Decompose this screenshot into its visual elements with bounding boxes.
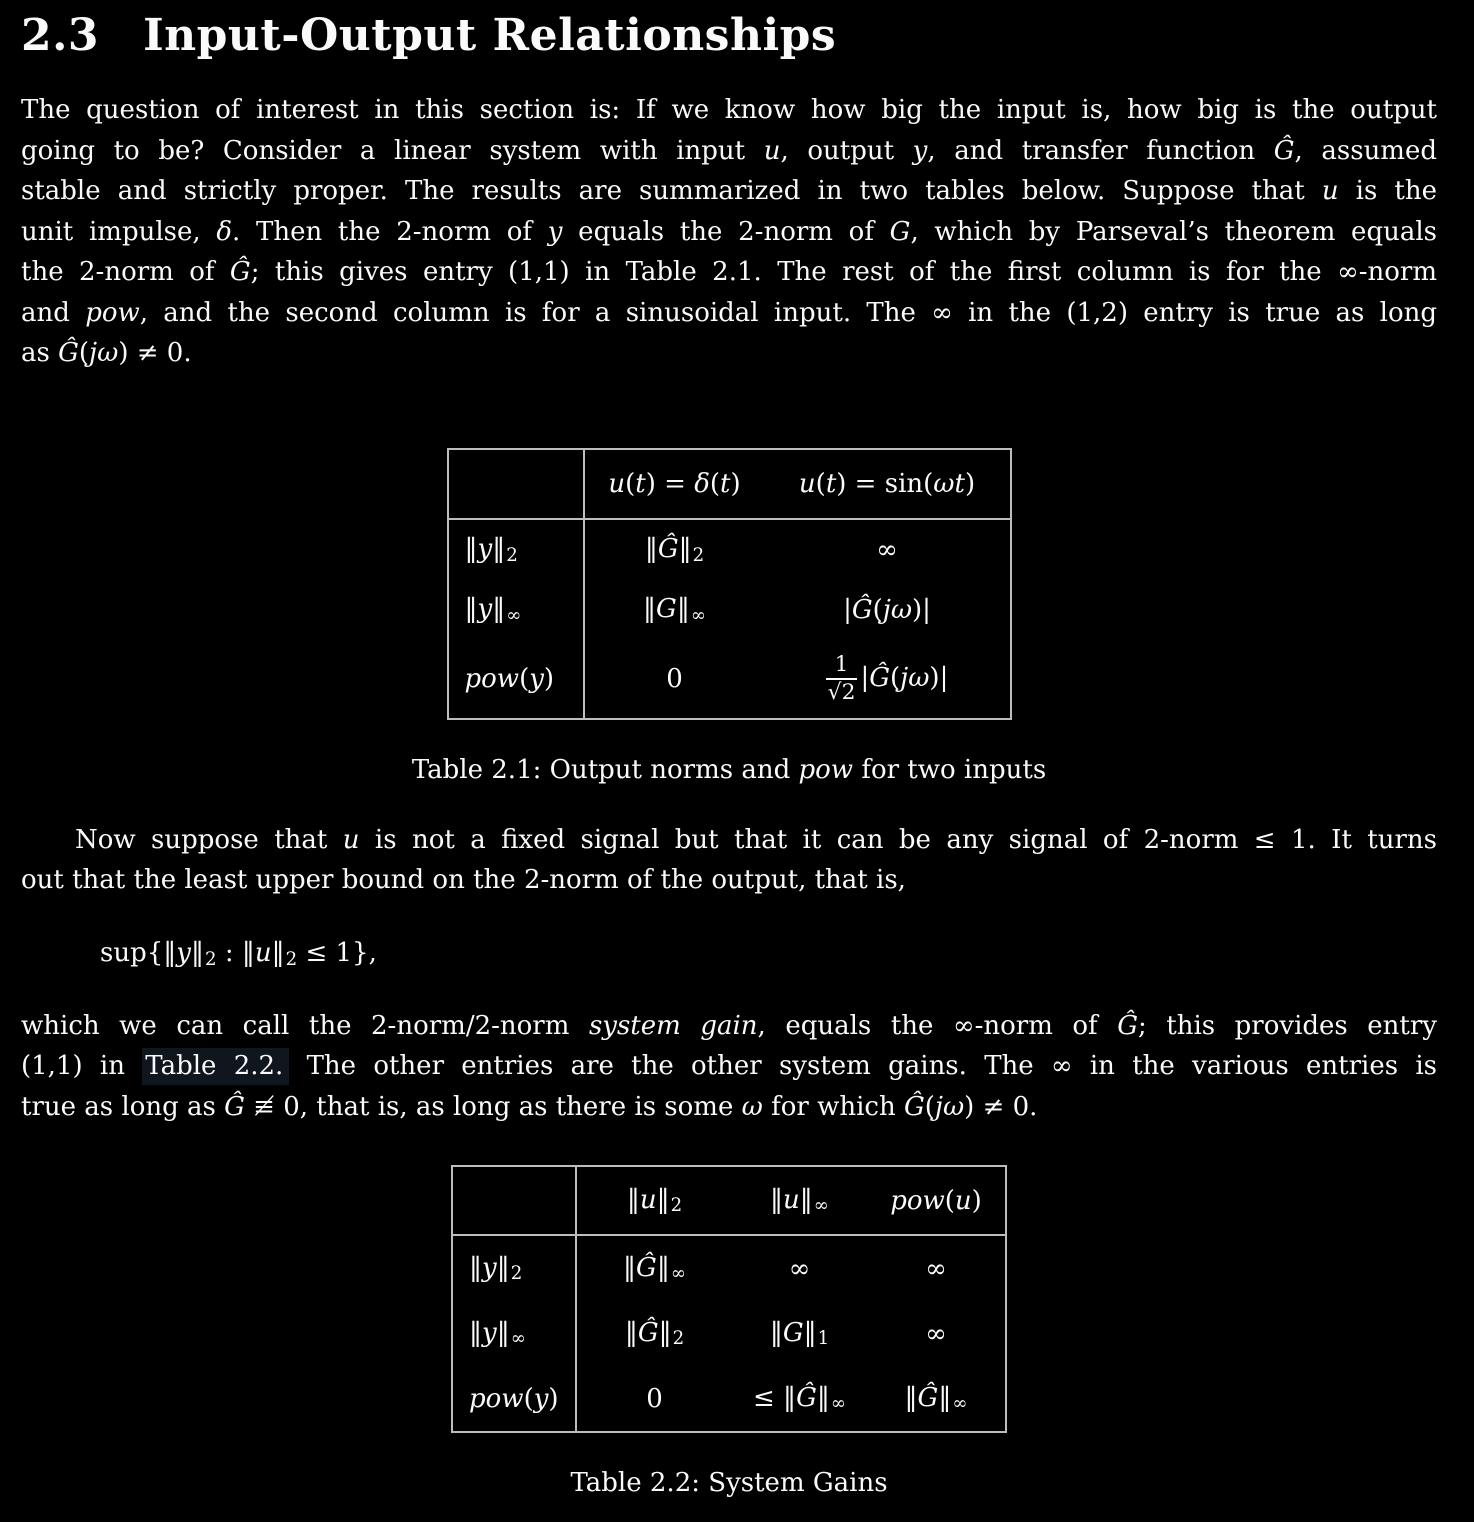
text-run: u <box>798 468 816 499</box>
text-run: sup{‖ <box>100 937 177 968</box>
text-run: ∞ <box>830 1393 846 1415</box>
text-run: pow <box>464 663 520 694</box>
text-run: y <box>482 1317 497 1348</box>
text-run: ‖ <box>656 1184 670 1215</box>
text-run: Ĝ <box>637 1317 659 1348</box>
table-cell <box>585 580 765 640</box>
text-run: ‖ <box>496 1317 510 1348</box>
text-run: ( <box>625 468 636 499</box>
text-run: ( <box>709 468 721 499</box>
table-2-2-link[interactable]: Table 2.2. <box>142 1048 289 1085</box>
table-cell <box>867 1366 1005 1431</box>
text-run: G <box>656 594 677 625</box>
text-run: y <box>176 937 191 968</box>
text-run: ) <box>971 1185 982 1216</box>
text-run: unit impulse, <box>21 216 217 247</box>
rich-text <box>465 534 518 566</box>
text-run: pow <box>890 1185 945 1216</box>
rich-text <box>770 1318 829 1350</box>
text-run: ‖ <box>678 534 692 565</box>
text-run: ) <box>964 468 976 499</box>
text-run: pow <box>85 297 140 328</box>
fraction-denominator: √2 <box>827 679 856 705</box>
text-run: equals the 2-norm of <box>562 216 890 247</box>
text-line <box>21 171 1437 212</box>
text-run: 2 <box>285 948 298 970</box>
text-run: The question of interest in this section is: If we know how big the input is, how big is the output <box>21 95 1437 126</box>
rich-text <box>753 1383 846 1415</box>
text-run: y <box>482 1252 497 1283</box>
table-cell <box>732 1301 867 1366</box>
text-run: 2 <box>670 1195 683 1217</box>
text-run: u <box>763 135 781 166</box>
col-header-pow-u <box>867 1167 1005 1236</box>
rich-text <box>412 755 1046 785</box>
rich-text <box>469 1384 559 1414</box>
text-line <box>21 1046 1437 1087</box>
text-run: y <box>477 534 493 565</box>
table-cell <box>585 640 765 718</box>
text-run: G <box>889 216 911 247</box>
fraction <box>826 652 858 706</box>
text-run: Table 2.1: Output norms and <box>411 754 799 785</box>
row-label-pow-y <box>449 640 585 718</box>
rich-text <box>826 652 949 706</box>
table-cell <box>585 520 765 580</box>
text-run: ‖ <box>469 1252 482 1283</box>
text-run: u <box>783 1184 800 1215</box>
table-cell <box>867 1301 1005 1366</box>
text-run: true as long as <box>21 1091 225 1122</box>
text-run: , which by Parseval’s theorem equals <box>910 216 1437 247</box>
text-run: The other entries are the other system gains. The ∞ in the various entries is <box>289 1051 1437 1082</box>
document-page <box>21 0 1437 1522</box>
text-run: δ <box>694 468 710 499</box>
rich-text <box>570 1468 887 1498</box>
text-run: ) ≠ 0. <box>118 338 192 369</box>
text-run: ∞ <box>925 1318 947 1349</box>
text-line <box>21 860 1437 901</box>
text-run: ‖ <box>799 1184 813 1215</box>
rich-text <box>21 1011 1437 1041</box>
text-run: for two inputs <box>853 754 1047 785</box>
fraction-numerator: 1 <box>834 651 849 677</box>
text-run: Ĝ <box>903 1091 925 1122</box>
text-run: Ĝ <box>224 1091 245 1122</box>
text-run: ≢ 0, that is, as long as there is some <box>244 1091 742 1122</box>
rich-text <box>100 938 377 968</box>
rich-text <box>21 865 906 895</box>
text-line <box>21 212 1437 253</box>
text-run: u <box>608 468 626 499</box>
text-run: ( <box>924 1091 935 1122</box>
text-run: ‖ <box>623 1252 637 1283</box>
text-run: ≤ ‖ <box>753 1382 797 1413</box>
section-title: Input-Output Relationships <box>143 10 837 61</box>
rich-text <box>905 1383 968 1415</box>
text-run: G <box>782 1317 804 1348</box>
text-run: ‖ <box>469 1317 482 1348</box>
table-2-1 <box>447 448 1012 720</box>
table-2-1-caption <box>21 750 1437 790</box>
text-line <box>21 1087 1437 1128</box>
text-run: ) <box>548 1383 559 1414</box>
text-run: ∞ <box>670 1263 686 1285</box>
text-run: ‖ <box>464 594 478 625</box>
text-run: t <box>825 468 837 499</box>
paragraph-system-gain <box>21 820 1437 901</box>
rich-text <box>21 95 1437 125</box>
text-run: , output <box>780 135 913 166</box>
rich-text <box>646 1384 663 1414</box>
text-run: is the <box>1338 176 1437 207</box>
text-run: y <box>547 216 563 247</box>
section-heading <box>21 12 1437 60</box>
text-run: jω <box>882 594 913 625</box>
paragraph-gains <box>21 1006 1437 1128</box>
table-cell <box>867 1236 1005 1301</box>
text-run: Now suppose that <box>75 824 343 855</box>
text-line <box>21 293 1437 334</box>
rich-text <box>876 535 898 565</box>
text-run: jω <box>89 338 119 369</box>
text-run: pow <box>469 1383 524 1414</box>
text-run: u <box>342 824 360 855</box>
rich-text <box>465 664 555 694</box>
display-equation-sup <box>100 931 1437 982</box>
col-header-impulse-input <box>585 450 765 520</box>
section-number: 2.3 <box>21 10 100 61</box>
rich-text <box>465 594 522 626</box>
text-run: y <box>529 663 544 694</box>
text-run: ∞ <box>788 1253 811 1284</box>
text-run: ‖ <box>643 594 657 625</box>
row-label-y-infnorm <box>449 580 585 640</box>
text-run: ‖ <box>658 1317 672 1348</box>
text-run: y <box>533 1383 549 1414</box>
text-run: the 2-norm of <box>21 257 230 288</box>
text-run: ‖ <box>770 1184 784 1215</box>
table-cell <box>577 1301 732 1366</box>
text-run: ≤ 1}, <box>297 937 377 968</box>
text-run: ‖ <box>496 1252 510 1283</box>
rich-text <box>789 1254 811 1284</box>
text-run: u <box>1321 176 1339 207</box>
text-run: t <box>635 468 646 499</box>
text-run: 2 <box>510 1263 523 1285</box>
text-run: which we can call the 2-norm/2-norm <box>21 1010 589 1041</box>
text-run: system gain <box>588 1010 758 1041</box>
col-header-u-infnorm <box>732 1167 867 1236</box>
text-run: ω <box>741 1091 763 1122</box>
table-cell <box>765 520 1010 580</box>
text-run: ∞ <box>506 604 522 626</box>
table-2-2-caption <box>21 1463 1437 1503</box>
rich-text <box>21 1048 1437 1085</box>
text-run: pow <box>798 754 854 785</box>
text-line <box>21 1006 1437 1047</box>
text-run: u <box>254 937 272 968</box>
text-run: )| <box>929 662 949 693</box>
text-run: ( <box>944 1185 955 1216</box>
text-run: ‖ <box>271 937 285 968</box>
table-cell <box>577 1236 732 1301</box>
rich-text <box>925 1254 947 1284</box>
text-line <box>21 333 1437 374</box>
text-run: δ <box>216 216 233 247</box>
text-run: , equals the ∞-norm of <box>757 1010 1118 1041</box>
text-run: going to be? Consider a linear system with input <box>21 135 764 166</box>
text-run: ‖ <box>492 534 506 565</box>
text-run: ( <box>519 663 530 694</box>
text-run: jω <box>934 1091 965 1122</box>
text-run: for which <box>762 1091 904 1122</box>
table-cell <box>765 580 1010 640</box>
text-run: ( <box>890 662 901 693</box>
rich-text <box>643 594 706 626</box>
text-run: ‖ <box>644 534 658 565</box>
text-line <box>21 131 1437 172</box>
text-run: ∞ <box>952 1393 968 1415</box>
text-run: ‖ <box>938 1382 952 1413</box>
col-header-u-2norm <box>577 1167 732 1236</box>
text-line <box>21 820 1437 861</box>
text-run: ( <box>78 338 90 369</box>
text-run: : ‖ <box>216 937 255 968</box>
text-run: ‖ <box>803 1317 817 1348</box>
rich-text <box>799 469 975 499</box>
text-run: Ĝ <box>229 257 251 288</box>
text-run: ( <box>523 1383 534 1414</box>
text-run: ) = <box>645 468 695 499</box>
table-cell <box>765 640 1010 718</box>
text-run: 0 <box>646 1383 663 1414</box>
text-run: is not a fixed signal but that it can be any signal of 2-norm ≤ 1. It turns <box>359 824 1437 855</box>
text-run: Ĝ <box>851 594 873 625</box>
col-header-sinusoid-input <box>765 450 1010 520</box>
table-corner-cell <box>453 1167 577 1236</box>
text-run: 2 <box>672 1328 685 1350</box>
table-corner-cell <box>449 450 585 520</box>
text-run: ‖ <box>464 534 478 565</box>
text-run: Ĝ <box>1273 135 1295 166</box>
rich-text <box>469 1318 526 1350</box>
text-run: ) <box>543 663 555 694</box>
text-run: ‖ <box>624 1317 638 1348</box>
text-run: ‖ <box>769 1317 783 1348</box>
text-run: ) ≠ 0. <box>964 1091 1038 1122</box>
text-run: ‖ <box>626 1184 640 1215</box>
text-run: ; this gives entry (1,1) in Table 2.1. The rest of the first column is for the ∞-norm <box>250 257 1437 288</box>
text-run: u <box>639 1184 657 1215</box>
rich-text <box>666 664 683 694</box>
rich-text <box>21 217 1437 247</box>
table-cell <box>732 1236 867 1301</box>
text-run: t <box>720 468 731 499</box>
text-run: as <box>21 338 59 369</box>
text-run: | <box>860 662 870 693</box>
text-run: Ĝ <box>636 1252 657 1283</box>
text-run: Ĝ <box>869 662 890 693</box>
text-run: ) <box>730 468 741 499</box>
text-run: 2 <box>692 544 705 566</box>
text-run: , and transfer function <box>927 135 1274 166</box>
rich-text <box>21 338 192 368</box>
text-run: 2 <box>204 948 217 970</box>
text-run: stable and strictly proper. The results are summarized in two tables below. Suppose that <box>21 176 1322 207</box>
row-label-pow-y <box>453 1366 577 1431</box>
text-run: Ĝ <box>796 1382 817 1413</box>
text-run: u <box>954 1185 972 1216</box>
row-label-y-2norm <box>449 520 585 580</box>
text-run: . Then the 2-norm of <box>232 216 548 247</box>
text-run: Ĝ <box>58 338 79 369</box>
text-run: jω <box>900 662 930 693</box>
rich-text <box>843 595 931 625</box>
text-run: ‖ <box>190 937 204 968</box>
rich-text <box>21 257 1437 287</box>
rich-text <box>625 1318 684 1350</box>
text-run: and <box>21 297 86 328</box>
text-run: ∞ <box>876 534 898 565</box>
text-run: ‖ <box>904 1382 918 1413</box>
text-run: | <box>843 594 852 625</box>
rich-text <box>890 1186 982 1216</box>
text-run: ) = sin( <box>836 468 934 499</box>
text-run: ∞ <box>690 604 706 626</box>
text-run: Ĝ <box>1117 1010 1138 1041</box>
rich-text <box>21 136 1437 166</box>
text-run: ∞ <box>925 1253 947 1284</box>
text-run: ‖ <box>816 1382 830 1413</box>
rich-text <box>925 1319 947 1349</box>
rich-text <box>623 1253 686 1285</box>
text-run: Table 2.2: System Gains <box>570 1468 888 1499</box>
text-run: (1,1) in <box>21 1051 143 1082</box>
rich-text <box>21 1092 1037 1122</box>
text-run: , assumed <box>1294 135 1437 166</box>
table-cell <box>577 1366 732 1431</box>
text-line <box>21 252 1437 293</box>
text-run: 1 <box>817 1328 830 1350</box>
text-run: ∞ <box>510 1328 526 1350</box>
rich-text <box>627 1185 682 1217</box>
rich-text <box>608 469 740 499</box>
text-run: Ĝ <box>657 534 679 565</box>
text-run: 2 <box>506 544 518 566</box>
rich-text <box>469 1253 522 1285</box>
text-run: 0 <box>666 663 683 694</box>
rich-text <box>21 176 1437 206</box>
text-run: )| <box>912 594 931 625</box>
rich-text <box>21 298 1437 328</box>
text-run: ; this provides entry <box>1137 1010 1437 1041</box>
rich-text <box>645 534 704 566</box>
row-label-y-infnorm <box>453 1301 577 1366</box>
paragraph-intro <box>21 90 1437 374</box>
text-run: ‖ <box>656 1252 670 1283</box>
text-run: ( <box>815 468 826 499</box>
text-run: out that the least upper bound on the 2-norm of the output, that is, <box>21 865 906 896</box>
text-run: Ĝ <box>917 1382 939 1413</box>
text-run: , and the second column is for a sinusoidal input. The ∞ in the (1,2) entry is true as long <box>139 297 1437 328</box>
text-run: ‖ <box>492 594 506 625</box>
text-run: y <box>912 135 928 166</box>
text-run: ∞ <box>813 1195 829 1217</box>
rich-text <box>75 825 1437 855</box>
text-run: ωt <box>933 468 965 499</box>
text-line <box>21 90 1437 131</box>
table-2-2 <box>451 1165 1007 1433</box>
text-run: ( <box>872 594 883 625</box>
row-label-y-2norm <box>453 1236 577 1301</box>
text-run: ‖ <box>676 594 690 625</box>
table-cell <box>732 1366 867 1431</box>
text-run: y <box>477 594 493 625</box>
rich-text <box>770 1185 829 1217</box>
